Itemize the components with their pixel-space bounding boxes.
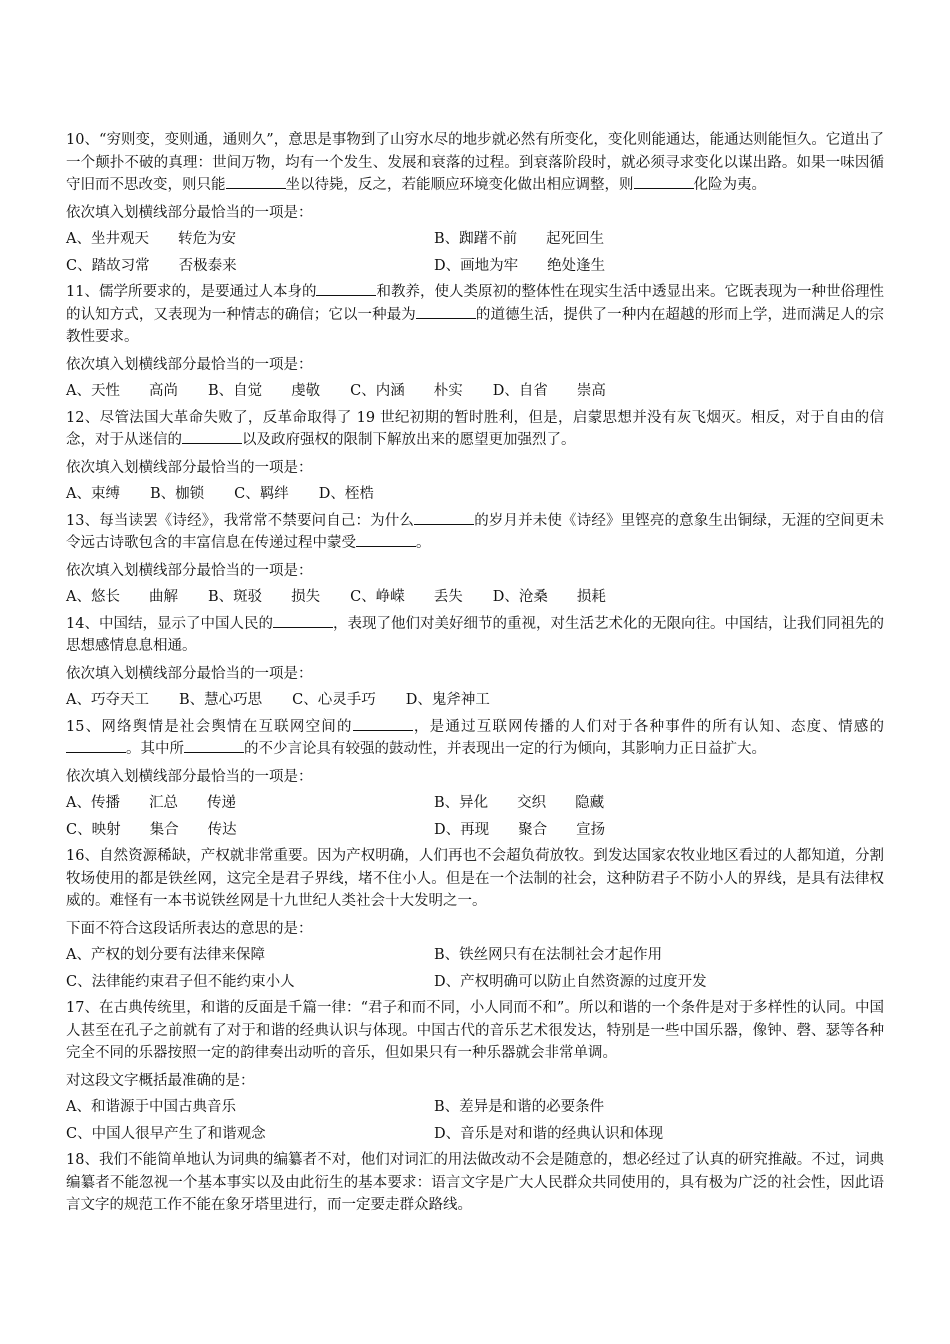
- option-c: C、内涵 朴实: [350, 383, 463, 399]
- option-c: C、映射 集合 传达: [66, 821, 237, 838]
- blank: [226, 174, 286, 189]
- option-c: C、法律能约束君子但不能约束小人: [66, 973, 295, 990]
- option-c: C、踏故习常 否极泰来: [66, 257, 237, 274]
- option-d: D、音乐是对和谐的经典认识和体现: [434, 1125, 664, 1142]
- blank: [634, 174, 694, 189]
- question-11-stem: 11、儒学所要求的，是要通过人本身的 和教养，使人类原初的整体性在现实生活中透显出来。它既表现为一种世俗理性的认知方式，又表现为一种情志的确信；它以一种最为 的道德生活，提供了一种内在超越的形而上学，进而满足人的宗教性要求。: [66, 281, 884, 349]
- question-12-stem: 12、尽管法国大革命失败了，反革命取得了 19 世纪初期的暂时胜利，但是，启蒙思想并没有灰飞烟灭。相反，对于自由的信念，对于从迷信的 以及政府强权的限制下解放出来的愿望更加强烈了。: [66, 409, 884, 448]
- option-b: B、差异是和谐的必要条件: [434, 1099, 605, 1115]
- option-d: D、自省 崇高: [492, 383, 606, 399]
- option-a: A、传播 汇总 传递: [66, 795, 236, 811]
- question-17-options: [66, 1096, 884, 1145]
- question-13-options: [66, 586, 884, 609]
- question-18-stem: 18、我们不能简单地认为词典的编纂者不对，他们对词汇的用法做改动不会是随意的，想必经过了认真的研究推敲。不过，词典编纂者不能忽视一个基本事实以及由此衍生的基本要求：语言文字是广大人民群众共同使用的，具有极为广泛的社会性，因此语言文字的规范工作不能在象牙塔里进行，而一定要走群众路线。: [66, 1152, 884, 1213]
- option-b: B、枷锁: [149, 486, 205, 502]
- blank: [273, 613, 333, 628]
- option-c: C、心灵手巧: [292, 692, 376, 708]
- question-10-options: [66, 228, 884, 277]
- question-14-prompt: 依次填入划横线部分最恰当的一项是：: [66, 665, 313, 682]
- question-17-stem: 17、在古典传统里，和谐的反面是千篇一律：“君子和而不同，小人同而不和”。所以和谐的一个条件是对于多样性的认同。中国人甚至在孔子之前就有了对于和谐的经典认识与体现。中国古代的音乐艺术很发达，特别是一些中国乐器，像钟、磬、瑟等各种完全不同的乐器按照一定的韵律奏出动听的音乐，但如果只有一种乐器就会非常单调。: [66, 1000, 884, 1061]
- question-15-stem: 15、网络舆情是社会舆情在互联网空间的 ，是通过互联网传播的人们对于各种事件的所有认知、态度、情感的。其中所 的不少言论具有较强的鼓动性，并表现出一定的行为倾向，其影响力正日益扩大。: [66, 716, 884, 761]
- question-13-stem: 13、每当读罢《诗经》，我常常不禁要问自己：为什么 的岁月并未使《诗经》里铿亮的意象生出铜绿，无涯的空间更未令远古诗歌包含的丰富信息在传递过程中蒙受 。: [66, 510, 884, 555]
- question-10-stem: 10、“穷则变，变则通，通则久”，意思是事物到了山穷水尽的地步就必然有所变化，变化则能通达，能通达则能恒久。它道出了一个颠扑不破的真理：世间万物，均有一个发生、发展和衰落的过程。到衰落阶段时，就必须寻求变化以谋出路。如果一味因循守旧而不思改变，则只能 坐以待毙，反之，若能顺应环境变化做出相应调整，则 化险为夷。: [66, 132, 884, 193]
- question-16-stem: 16、自然资源稀缺，产权就非常重要。因为产权明确，人们再也不会超负荷放牧。到发达国家农牧业地区看过的人都知道，分割牧场使用的都是铁丝网，这完全是君子界线，堵不住小人。但是在一个法制的社会，这种防君子不防小人的界线，是具有法律权威的。难怪有一本书说铁丝网是十九世纪人类社会十大发明之一。: [66, 848, 884, 909]
- option-a: A、天性 高尚: [66, 383, 178, 399]
- option-a: A、悠长 曲解: [66, 589, 178, 605]
- page-content: [66, 129, 884, 1222]
- question-11-options: [66, 380, 884, 403]
- question-17-prompt: 对这段文字概括最准确的是：: [66, 1072, 255, 1089]
- option-b: B、慧心巧思: [178, 692, 263, 708]
- blank: [182, 429, 242, 444]
- question-13-prompt: 依次填入划横线部分最恰当的一项是：: [66, 562, 313, 579]
- question-11-prompt: 依次填入划横线部分最恰当的一项是：: [66, 356, 313, 373]
- option-d: D、沧桑 损耗: [492, 589, 606, 605]
- blank: [353, 716, 413, 731]
- question-14-options: [66, 689, 884, 712]
- question-12-options: [66, 483, 884, 506]
- blank: [184, 738, 244, 753]
- option-a: A、束缚: [66, 486, 120, 502]
- blank: [356, 532, 416, 547]
- question-12-prompt: 依次填入划横线部分最恰当的一项是：: [66, 459, 313, 476]
- question-14-stem: 14、中国结，显示了中国人民的 ，表现了他们对美好细节的重视，对生活艺术化的无限向往。中国结，让我们同祖先的思想感情息息相通。: [66, 613, 884, 658]
- question-16-options: [66, 944, 884, 993]
- option-d: D、鬼斧神工: [405, 692, 490, 708]
- blank: [414, 510, 474, 525]
- option-d: D、画地为牢 绝处逢生: [434, 257, 606, 274]
- question-10-prompt: 依次填入划横线部分最恰当的一项是：: [66, 204, 313, 221]
- blank: [66, 738, 126, 753]
- option-c: C、羁绊: [234, 486, 289, 502]
- blank: [316, 281, 376, 296]
- option-b: B、斑驳 损失: [207, 589, 321, 605]
- question-15-prompt: 依次填入划横线部分最恰当的一项是：: [66, 768, 313, 785]
- option-a: A、坐井观天 转危为安: [66, 231, 236, 247]
- option-d: D、再现 聚合 宣扬: [434, 821, 606, 838]
- option-b: B、踟躇不前 起死回生: [434, 231, 605, 247]
- option-a: A、巧夺天工: [66, 692, 149, 708]
- option-b: B、铁丝网只有在法制社会才起作用: [434, 947, 663, 963]
- question-16-prompt: 下面不符合这段话所表达的意思的是：: [66, 920, 313, 937]
- question-15-options: [66, 792, 884, 841]
- blank: [416, 304, 476, 319]
- option-b: B、自觉 虔敬: [207, 383, 321, 399]
- option-c: C、中国人很早产生了和谐观念: [66, 1125, 266, 1142]
- option-a: A、和谐源于中国古典音乐: [66, 1099, 236, 1115]
- option-a: A、产权的划分要有法律来保障: [66, 947, 265, 963]
- option-d: D、桎梏: [318, 486, 374, 502]
- option-b: B、异化 交织 隐藏: [434, 795, 605, 811]
- option-d: D、产权明确可以防止自然资源的过度开发: [434, 973, 707, 990]
- option-c: C、峥嵘 丢失: [350, 589, 463, 605]
